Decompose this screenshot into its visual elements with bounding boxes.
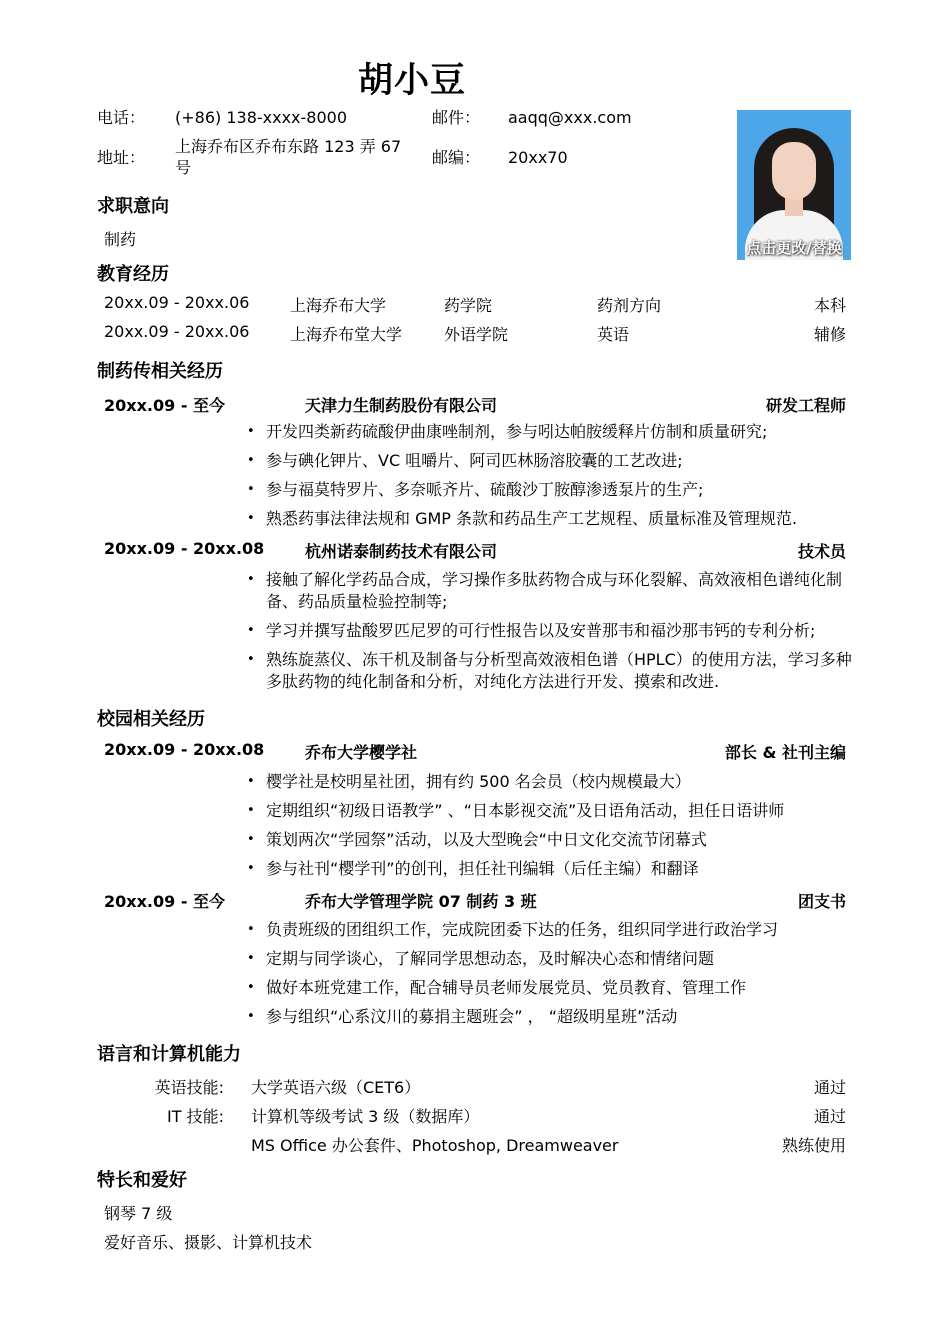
campus-period: 20xx.09 - 20xx.08 — [104, 740, 265, 759]
education-row — [104, 293, 846, 315]
skill-row — [104, 1075, 846, 1097]
campus-header — [104, 889, 846, 911]
job-company: 天津力生制药股份有限公司 — [305, 396, 498, 415]
edu-degree: 本科 — [813, 296, 846, 315]
photo-face — [772, 142, 816, 200]
skill-row — [104, 1104, 846, 1126]
job-role: 技术员 — [797, 542, 846, 561]
skill-label: IT 技能: — [167, 1107, 224, 1126]
skill-item: MS Office 办公套件、Photoshop, Dreamweaver — [251, 1136, 619, 1155]
edu-college: 外语学院 — [444, 325, 509, 344]
skill-label: 英语技能: — [154, 1078, 224, 1097]
photo-change-caption[interactable]: 点击更改/替换 — [746, 239, 842, 257]
profile-photo[interactable] — [737, 110, 851, 260]
list-item: • 定期组织“初级日语教学” 、“日本影视交流”及日语角活动，担任日语讲师 — [245, 800, 855, 822]
skill-item: 计算机等级考试 3 级（数据库） — [251, 1107, 480, 1126]
job-bullets — [245, 421, 855, 537]
edu-period: 20xx.09 - 20xx.06 — [104, 293, 250, 312]
edu-major: 药剂方向 — [597, 296, 662, 315]
campus-role: 部长 & 社刊主编 — [724, 743, 846, 762]
campus-bullets — [245, 771, 855, 887]
edu-major: 英语 — [597, 325, 630, 344]
list-item: • 熟悉药事法律法规和 GMP 条款和药品生产工艺规程、质量标准及管理规范. — [245, 508, 855, 530]
list-item: • 参与组织“心系汶川的募捐主题班会” ， “超级明星班”活动 — [245, 1006, 855, 1028]
job-period: 20xx.09 - 至今 — [104, 396, 226, 415]
campus-title: 校园相关经历 — [97, 709, 205, 730]
campus-role: 团支书 — [797, 892, 846, 911]
list-item: • 负责班级的团组织工作，完成院团委下达的任务，组织同学进行政治学习 — [245, 919, 855, 941]
list-item: • 参与社刊“樱学刊”的创刊，担任社刊编辑（后任主编）和翻译 — [245, 858, 855, 880]
email-label: 邮件： — [432, 108, 481, 127]
hobby-item: 钢琴 7 级 — [104, 1204, 173, 1223]
objective-value: 制药 — [104, 230, 137, 249]
edu-degree: 辅修 — [813, 325, 846, 344]
phone-label: 电话： — [97, 108, 146, 127]
objective-title: 求职意向 — [97, 196, 169, 217]
campus-period: 20xx.09 - 至今 — [104, 892, 226, 911]
zip-label: 邮编： — [432, 148, 481, 167]
skill-level: 通过 — [813, 1078, 846, 1097]
list-item: • 策划两次“学园祭”活动，以及大型晚会“中日文化交流节闭幕式 — [245, 829, 855, 851]
campus-org: 乔布大学管理学院 07 制药 3 班 — [305, 892, 537, 911]
job-company: 杭州诺泰制药技术有限公司 — [305, 542, 498, 561]
edu-school: 上海乔布堂大学 — [290, 325, 403, 344]
job-header — [104, 393, 846, 415]
resume-name: 胡小豆 — [357, 61, 466, 101]
campus-bullets — [245, 919, 855, 1035]
email-value: aaqq@xxx.com — [508, 108, 632, 127]
job-period: 20xx.09 - 20xx.08 — [104, 539, 265, 558]
phone-value: (+86) 138-xxxx-8000 — [175, 108, 348, 127]
skill-level: 通过 — [813, 1107, 846, 1126]
list-item: • 学习并撰写盐酸罗匹尼罗的可行性报告以及安普那韦和福沙那韦钙的专利分析; — [245, 620, 855, 642]
job-header — [104, 539, 846, 561]
education-row — [104, 322, 846, 344]
list-item: • 接触了解化学药品合成，学习操作多肽药物合成与环化裂解、高效液相色谱纯化制备、药品质量检验控制等; — [245, 569, 855, 613]
skill-level: 熟练使用 — [781, 1136, 846, 1155]
education-title: 教育经历 — [97, 264, 169, 285]
campus-org: 乔布大学樱学社 — [305, 743, 418, 762]
list-item: • 参与福莫特罗片、多奈哌齐片、硫酸沙丁胺醇渗透泵片的生产; — [245, 479, 855, 501]
list-item: • 参与碘化钾片、VC 咀嚼片、阿司匹林肠溶胶囊的工艺改进; — [245, 450, 855, 472]
list-item: • 做好本班党建工作，配合辅导员老师发展党员、党员教育、管理工作 — [245, 977, 855, 999]
edu-period: 20xx.09 - 20xx.06 — [104, 322, 250, 341]
edu-college: 药学院 — [444, 296, 493, 315]
address-value: 上海乔布区乔布东路 123 弄 67 号 — [175, 137, 402, 177]
list-item: • 樱学社是校明星社团，拥有约 500 名会员（校内规模最大） — [245, 771, 855, 793]
list-item: • 开发四类新药硫酸伊曲康唑制剂，参与吲达帕胺缓释片仿制和质量研究; — [245, 421, 855, 443]
skill-item: 大学英语六级（CET6） — [251, 1078, 421, 1097]
edu-school: 上海乔布大学 — [290, 296, 387, 315]
skills-title: 语言和计算机能力 — [97, 1044, 241, 1065]
work-title: 制药传相关经历 — [97, 361, 223, 382]
job-bullets — [245, 569, 855, 700]
address-label: 地址： — [97, 148, 146, 167]
hobby-item: 爱好音乐、摄影、计算机技术 — [104, 1233, 313, 1252]
list-item: • 熟练旋蒸仪、冻干机及制备与分析型高效液相色谱（HPLC）的使用方法，学习多种多肽药物的纯化制备和分析，对纯化方法进行开发、摸索和改进. — [245, 649, 855, 693]
hobbies-title: 特长和爱好 — [97, 1170, 187, 1191]
campus-header — [104, 740, 846, 762]
job-role: 研发工程师 — [765, 396, 846, 415]
skill-row — [104, 1133, 846, 1155]
list-item: • 定期与同学谈心，了解同学思想动态，及时解决心态和情绪问题 — [245, 948, 855, 970]
zip-value: 20xx70 — [508, 148, 568, 167]
